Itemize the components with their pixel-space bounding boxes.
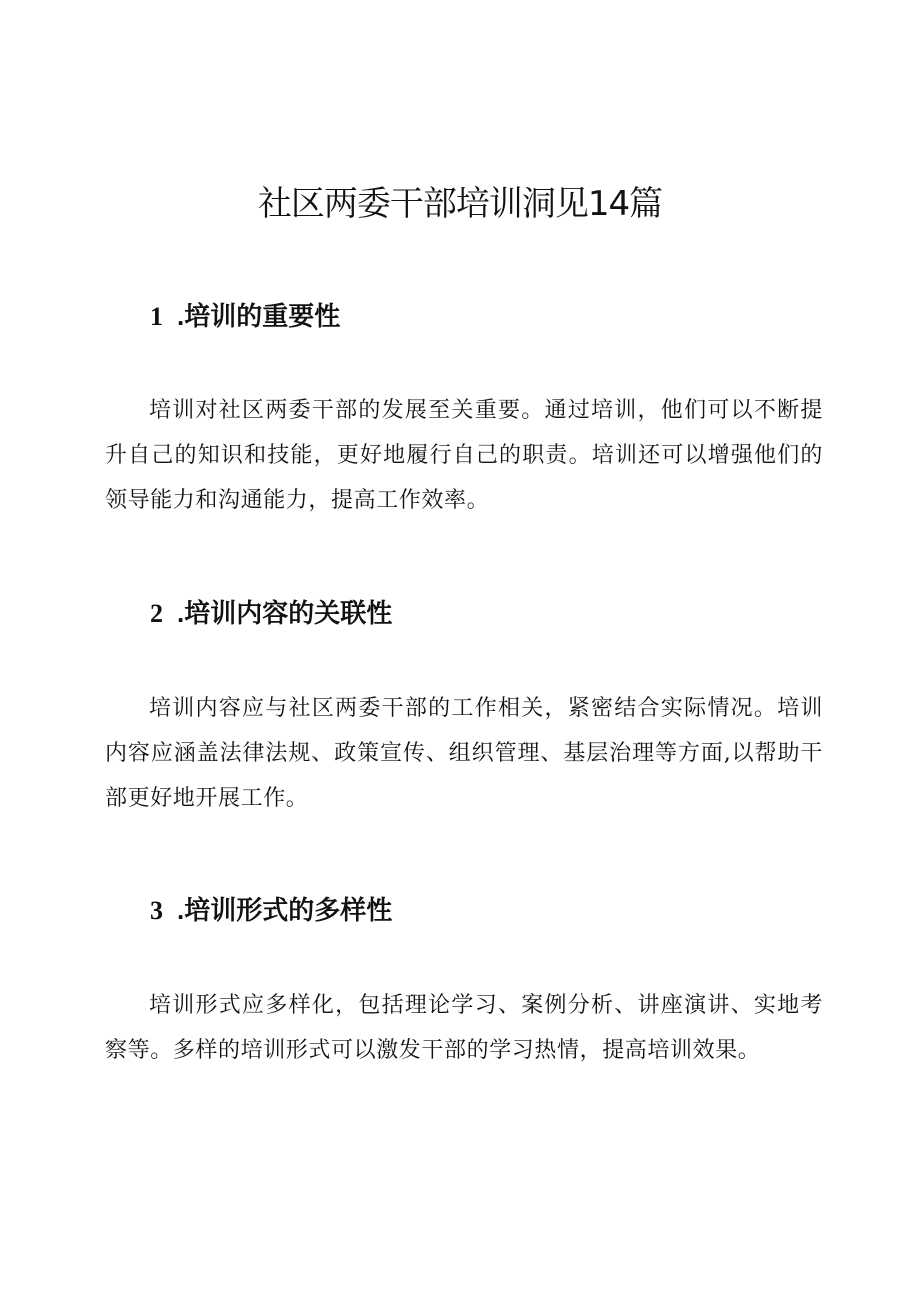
section-heading-text: .培训内容的关联性 <box>177 598 393 628</box>
section-heading <box>150 296 340 337</box>
section-body: 培训对社区两委干部的发展至关重要。通过培训，他们可以不断提升自己的知识和技能，更好地履行自己的职责。培训还可以增强他们的领导能力和沟通能力，提高工作效率。 <box>105 398 823 513</box>
section-number: 2 <box>150 599 163 628</box>
section-heading-text: .培训的重要性 <box>177 301 341 331</box>
section-body: 培训内容应与社区两委干部的工作相关，紧密结合实际情况。培训内容应涵盖法律法规、政策宣传、组织管理、基层治理等方面,以帮助干部更好地开展工作。 <box>105 696 823 811</box>
section-heading-text: .培训形式的多样性 <box>177 895 393 925</box>
section-heading <box>150 890 392 931</box>
section-number: 3 <box>150 896 163 925</box>
section-body: 培训形式应多样化，包括理论学习、案例分析、讲座演讲、实地考察等。多样的培训形式可以激发干部的学习热情，提高培训效果。 <box>105 993 823 1063</box>
document-title: 社区两委干部培训洞见14篇 <box>257 184 663 224</box>
section-number: 1 <box>150 302 163 331</box>
section-heading <box>150 593 392 634</box>
